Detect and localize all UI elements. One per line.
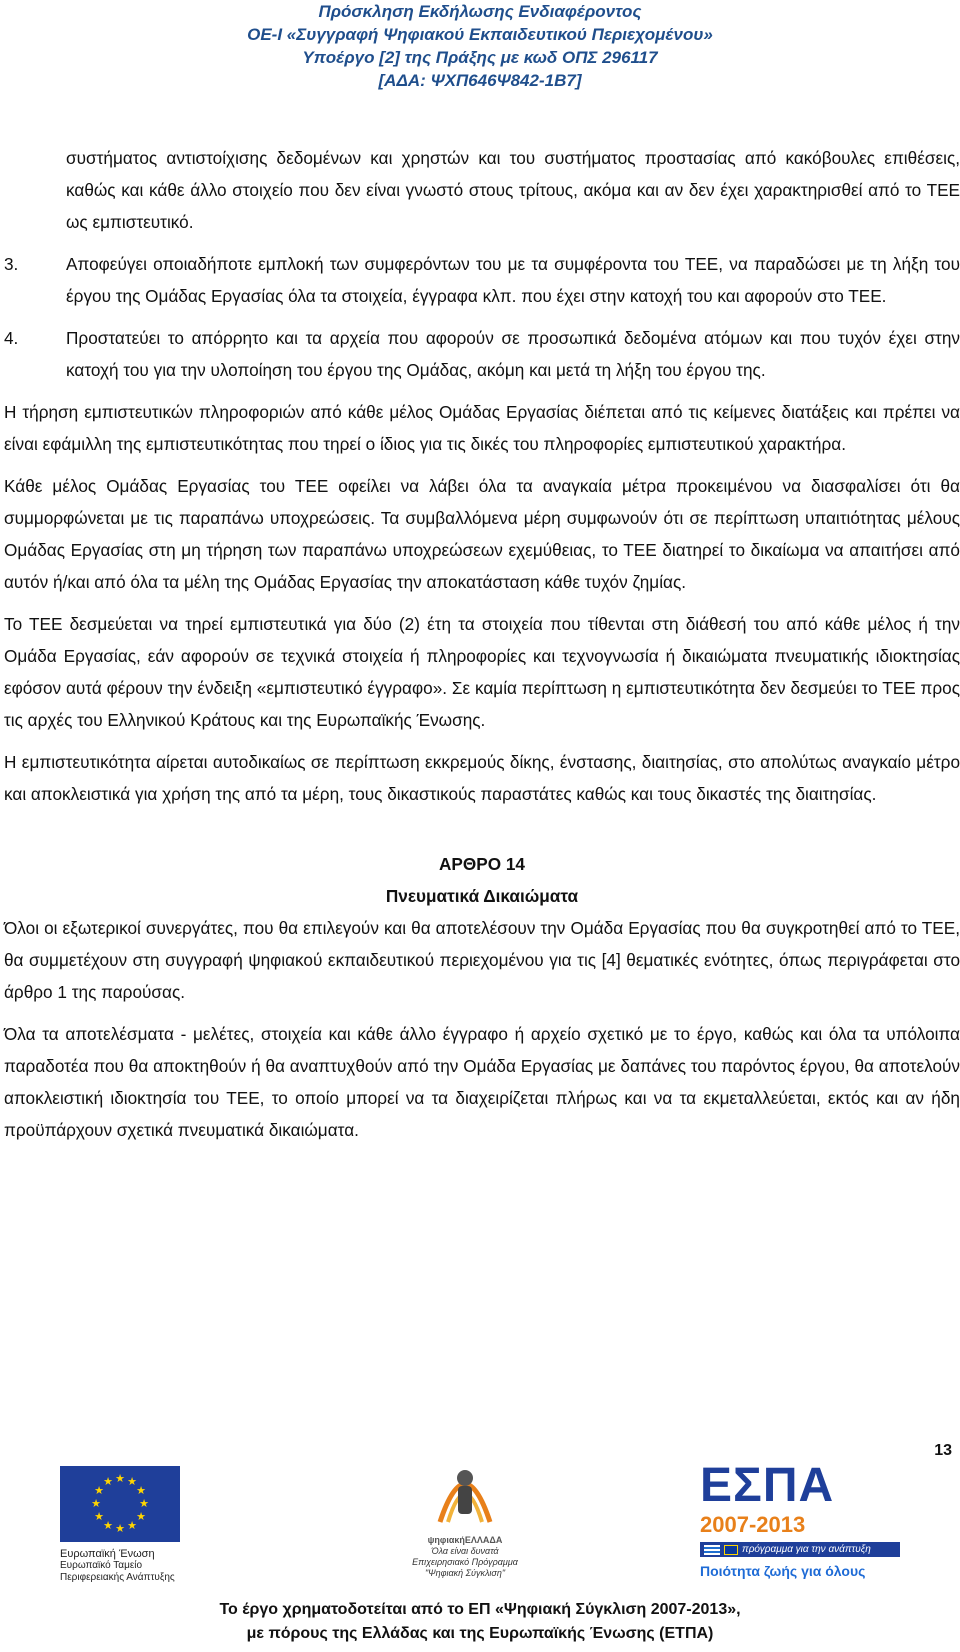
list-item-text: Προστατεύει το απόρρητο και τα αρχεία που αφορούν σε προσωπικά δεδομένα ατόμων και που τυχόν έχει στην κατοχή του για την υλοποίηση του έργου της Ομάδας, ακόμη και μετά τη λήξη του έργου της.: [66, 328, 960, 380]
funding-line: με πόρους της Ελλάδας και της Ευρωπαϊκής Ένωσης (ΕΤΠΑ): [246, 1625, 714, 1642]
header-line-1: Πρόσκληση Εκδήλωσης Ενδιαφέροντος: [318, 2, 642, 21]
svg-text:★: ★: [136, 1510, 146, 1523]
eu-flag-icon: [60, 1466, 180, 1542]
article-title: Πνευματικά Δικαιώματα: [385, 886, 579, 906]
header-line-2: ΟΕ-Ι «Συγγραφή Ψηφιακού Εκπαιδευτικού Περιεχομένου»: [247, 25, 713, 44]
dg-caption-line: Όλα είναι δυνατά: [431, 1546, 499, 1556]
svg-text:★: ★: [115, 1472, 125, 1485]
greek-flag-icon: [704, 1545, 720, 1555]
espa-motto: Ποιότητα ζωής για όλους: [700, 1563, 866, 1579]
article-heading: ΑΡΘΡΟ 14: [439, 854, 525, 874]
espa-band-text: πρόγραμμα για την ανάπτυξη: [742, 1544, 871, 1555]
footer-logos: [0, 1448, 960, 1583]
svg-text:★: ★: [103, 1475, 113, 1488]
eu-caption-line: Ευρωπαϊκή Ένωση: [60, 1548, 155, 1560]
eu-caption-line: Ευρωπαϊκό Ταμείο: [60, 1560, 143, 1571]
list-number: 4.: [4, 328, 19, 348]
svg-text:★: ★: [136, 1484, 146, 1497]
paragraph: Η εμπιστευτικότητα αίρεται αυτοδικαίως σε περίπτωση εκκρεμούς δίκης, ένστασης, διαιτησίας, στο απολύτως αναγκαίο μέτρο και αποκλειστικά για χρήση της από τα μέρη, τους δικαστικούς παραστάτες καθώς και τους δικαστές της διαιτησίας.: [4, 752, 960, 804]
espa-years: 2007-2013: [700, 1512, 806, 1537]
paragraph: Η τήρηση εμπιστευτικών πληροφοριών από κάθε μέλος Ομάδας Εργασίας διέπεται από τις κείμενες διατάξεις και πρέπει να είναι εφάμιλλη της εμπιστευτικότητας που τηρεί ο ίδιος για τις δικές του πληροφορίες εμπιστευτικού χαρακτήρα.: [4, 402, 960, 454]
espa-band: [700, 1542, 900, 1557]
paragraph: Όλα τα αποτελέσματα - μελέτες, στοιχεία και κάθε άλλο έγγραφο ή αρχείο σχετικό με το έργο, καθώς και όλα τα υπόλοιπα παραδοτέα που θα αποκτηθούν ή θα αναπτυχθούν από την Ομάδα Εργασίας με δαπάνες του παρόντος έργου, θα αποτελούν αποκλειστική ιδιοκτησία του ΤΕΕ, το οποίο μπορεί να τα διαχειρίζεται πλήρως και να τα εκμεταλλεύεται, εκτός και αν ήδη προϋπάρχουν σχετικά πνευματικά δικαιώματα.: [4, 1024, 960, 1140]
document-body: [4, 142, 960, 1146]
svg-text:★: ★: [127, 1519, 137, 1532]
list-item-4: [4, 322, 960, 386]
svg-text:★: ★: [139, 1497, 149, 1510]
funding-line: Το έργο χρηματοδοτείται από το ΕΠ «Ψηφιακή Σύγκλιση 2007-2013»,: [219, 1601, 741, 1618]
digital-greece-caption: [395, 1535, 535, 1579]
paragraph: Το ΤΕΕ δεσμεύεται να τηρεί εμπιστευτικά για δύο (2) έτη τα στοιχεία που τίθενται στη διάθεσή του από κάθε μέλος ή την Ομάδα Εργασίας, εάν αφορούν σε τεχνικά στοιχεία ή πληροφορίες και τεχνογνωσία ή δικαιώματα πνευματικής ιδιοκτησίας εφόσον αυτά φέρουν την ένδειξη «εμπιστευτικό έγγραφο». Σε καμία περίπτωση η εμπιστευτικότητα δεν δεσμεύει το ΤΕΕ προς τις αρχές του Ελληνικού Κράτους και της Ευρωπαϊκής Ένωσης.: [4, 614, 960, 730]
digital-greece-logo: [395, 1456, 535, 1579]
list-item-text: Αποφεύγει οποιαδήποτε εμπλοκή των συμφερόντων του με τα συμφέροντα του ΤΕΕ, να παραδώσει με τη λήξη του έργου της Ομάδας Εργασίας όλα τα στοιχεία, έγγραφα κλπ. που έχει στην κατοχή του και αφορούν στο ΤΕΕ.: [66, 254, 960, 306]
paragraph: Κάθε μέλος Ομάδας Εργασίας του ΤΕΕ οφείλει να λάβει όλα τα αναγκαία μέτρα προκειμένου να διασφαλίσει ότι θα συμμορφώνεται με τις παραπάνω υποχρεώσεις. Τα συμβαλλόμενα μέρη συμφωνούν ότι σε περίπτωση υπαιτιότητας μέλους Ομάδας Εργασίας στη μη τήρηση των παραπάνω υποχρεώσεων εχεμύθειας, το ΤΕΕ διατηρεί το δικαίωμα να απαιτήσει από αυτόν ή/και από όλα τα μέλη της Ομάδας Εργασίας την αποκατάσταση κάθε τυχόν ζημίας.: [4, 476, 960, 592]
svg-text:★: ★: [103, 1519, 113, 1532]
page-number: 13: [934, 1442, 952, 1459]
eu-caption: [60, 1548, 180, 1584]
header-line-4: [ΑΔΑ: ΨΧΠ646Ψ842-1Β7]: [378, 71, 582, 90]
svg-text:★: ★: [127, 1475, 137, 1488]
continued-item-text: συστήματος αντιστοίχισης δεδομένων και χρηστών και του συστήματος προστασίας από κακόβουλες επιθέσεις, καθώς και κάθε άλλο στοιχείο που δεν είναι γνωστό στους τρίτους, ακόμα και αν δεν έχει χαρακτηρισθεί από το ΤΕΕ ως εμπιστευτικό.: [66, 148, 960, 232]
dg-caption-line: ψηφιακήΕΛΛΑΔΑ: [427, 1535, 503, 1545]
digital-greece-icon: [420, 1456, 510, 1530]
header-line-3: Υποέργο [2] της Πράξης με κωδ ΟΠΣ 296117: [302, 48, 658, 67]
funding-note: [0, 1598, 960, 1646]
paragraph: Όλοι οι εξωτερικοί συνεργάτες, που θα επιλεγούν και θα αποτελέσουν την Ομάδα Εργασίας που θα συγκροτηθεί από το ΤΕΕ, θα συμμετέχουν στη συγγραφή ψηφιακού εκπαιδευτικού περιεχομένου για τις [4] θεματικές ενότητες, όπως περιγράφεται στο άρθρο 1 της παρούσας.: [4, 918, 960, 1002]
list-item-3: [4, 248, 960, 312]
eu-caption-line: Περιφερειακής Ανάπτυξης: [60, 1572, 175, 1583]
dg-caption-line: "Ψηφιακή Σύγκλιση": [424, 1568, 506, 1578]
svg-text:★: ★: [115, 1522, 125, 1535]
espa-logo: [700, 1460, 900, 1579]
list-number: 3.: [4, 254, 19, 274]
espa-title: ΕΣΠΑ: [700, 1459, 835, 1512]
dg-caption-line: Επιχειρησιακό Πρόγραμμα: [412, 1557, 518, 1567]
eu-logo: [60, 1466, 180, 1584]
svg-text:★: ★: [91, 1497, 101, 1510]
svg-text:★: ★: [94, 1510, 104, 1523]
page-header: [0, 0, 960, 92]
svg-text:★: ★: [94, 1484, 104, 1497]
eu-mini-flag-icon: [724, 1545, 738, 1555]
